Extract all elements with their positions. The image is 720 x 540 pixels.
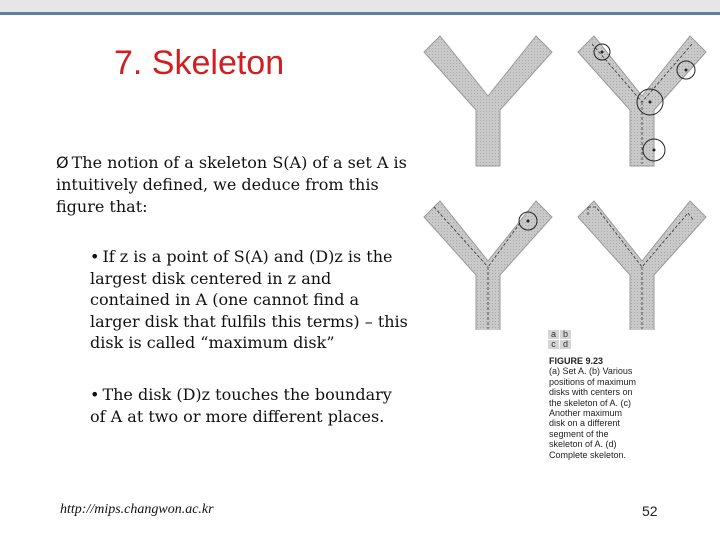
caption-text: (a) Set A. (b) Various positions of maximum disks with centers on the skeleton of A. (c) Another maximum disk on a different segment of the skeleton of A. (d) Complete skeleton. [549,366,637,460]
sub-bullet-2 [90,384,410,427]
panel-a-set [424,36,552,166]
dot-bullet-icon: • [90,247,100,266]
panel-letter-c: c [548,340,559,349]
panel-b-max-disks [578,36,706,166]
main-bullet-text: The notion of a skeleton S(A) of a set A is intuitively defined, we deduce from this figure that: [56,153,407,216]
sub-bullet-1 [90,246,410,354]
footer-url: http://mips.changwon.ac.kr [60,502,214,517]
caption-title: FIGURE 9.23 [549,356,604,366]
sub-bullet-text: The disk (D)z touches the boundary of A at two or more different places. [90,385,392,426]
panel-letters [548,330,572,350]
skeleton-figure [420,30,710,330]
panel-letter-d: d [560,340,571,349]
panel-letter-b: b [560,330,571,339]
sub-bullet-text: If z is a point of S(A) and (D)z is the largest disk centered in z and contained in A (one cannot find a larger disk that fulfils this terms) – this disk is called “maximum disk” [90,247,408,352]
panel-letter-a: a [548,330,559,339]
figure-caption [549,356,639,460]
page-number: 52 [642,503,658,519]
arrow-bullet-icon: Ø [56,153,69,172]
dot-bullet-icon: • [90,385,100,404]
panel-d-complete-skeleton [578,201,706,330]
main-bullet [56,152,416,218]
slide-title: 7. Skeleton [114,44,285,82]
panel-c-another-disk [424,201,552,330]
top-rule [0,0,720,15]
